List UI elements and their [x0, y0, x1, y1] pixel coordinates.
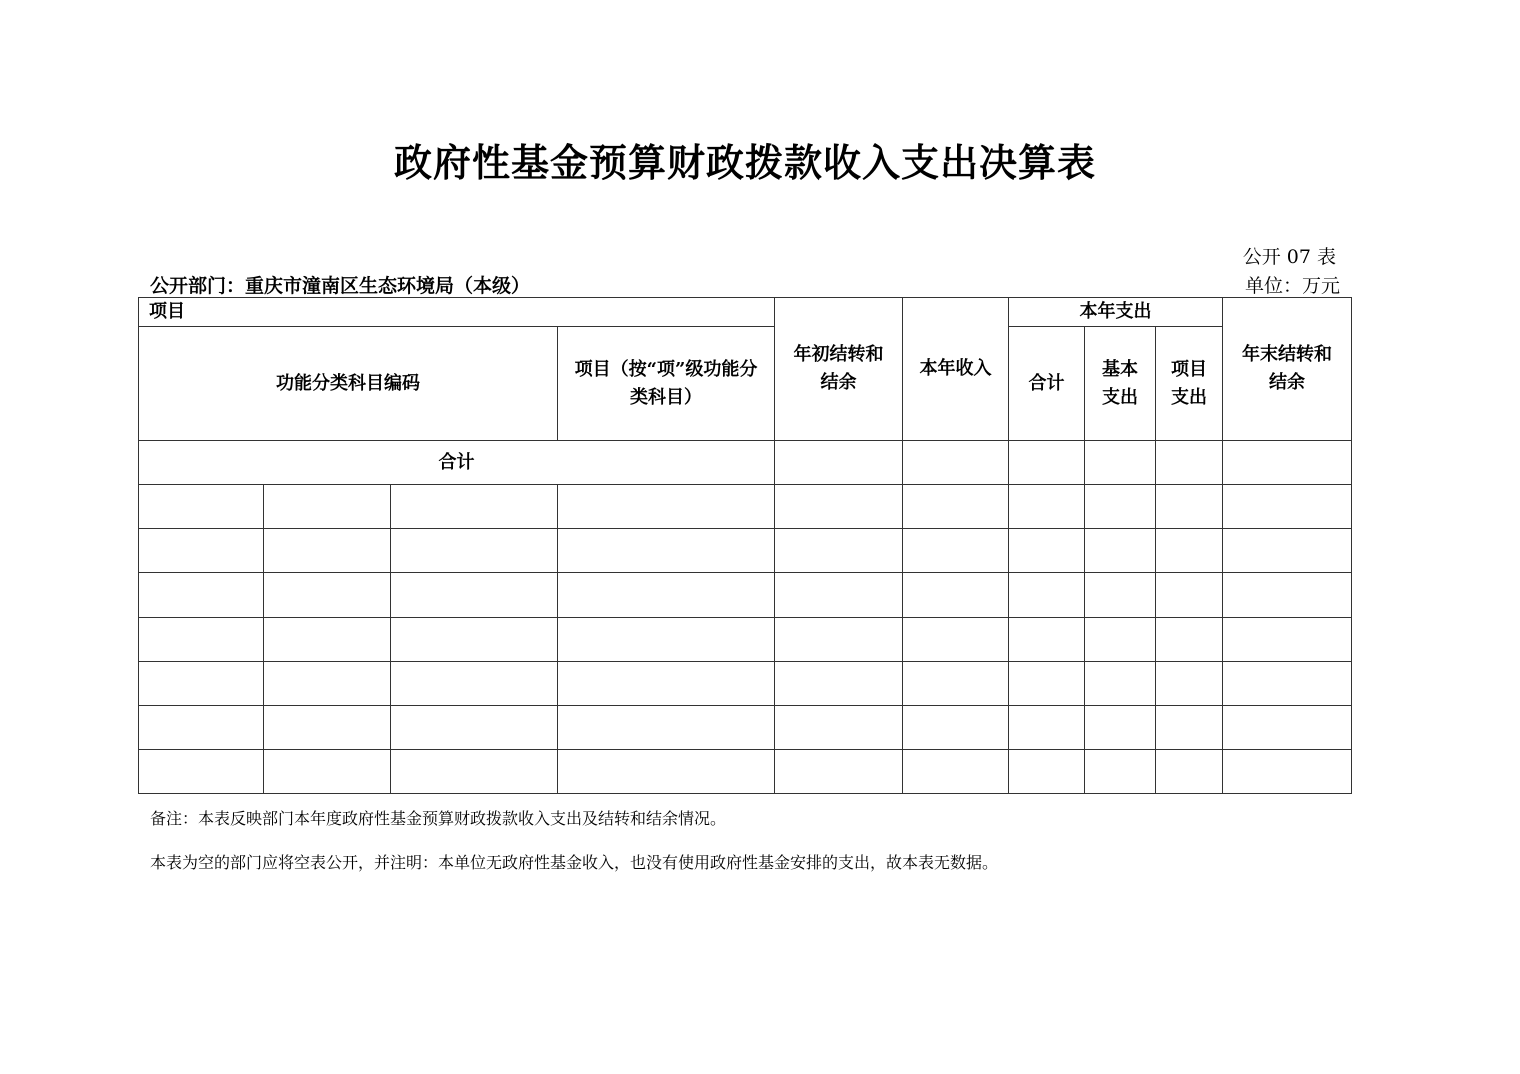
table-cell — [1156, 485, 1223, 529]
table-cell — [1223, 485, 1352, 529]
table-cell — [264, 618, 391, 662]
table-cell — [903, 750, 1009, 794]
table-cell — [1085, 750, 1156, 794]
table-number: 公开 07 表 — [1242, 246, 1336, 268]
table-cell — [1085, 618, 1156, 662]
table-cell — [558, 529, 775, 573]
header-basic — [1085, 327, 1156, 441]
header-income: 本年收入 — [903, 298, 1009, 441]
table-cell — [903, 618, 1009, 662]
table-cell — [1156, 441, 1223, 485]
note-remark: 备注：本表反映部门本年度政府性基金预算财政拨款收入支出及结转和结余情况。 — [150, 809, 727, 828]
table-cell — [903, 529, 1009, 573]
header-project-exp — [1156, 327, 1223, 441]
table-row — [139, 662, 1352, 706]
table-cell — [1085, 441, 1156, 485]
table-cell — [1009, 441, 1085, 485]
table-cell — [1223, 662, 1352, 706]
table-cell — [1085, 485, 1156, 529]
table-cell — [775, 529, 903, 573]
table-cell — [558, 485, 775, 529]
total-label: 合计 — [139, 441, 775, 485]
table-cell — [391, 529, 558, 573]
table-cell — [558, 618, 775, 662]
table-cell — [558, 662, 775, 706]
table-cell — [775, 441, 903, 485]
table-cell — [558, 706, 775, 750]
table-cell — [775, 485, 903, 529]
table-cell — [1009, 485, 1085, 529]
note-empty-table: 本表为空的部门应将空表公开，并注明：本单位无政府性基金收入，也没有使用政府性基金安排的支出，故本表无数据。 — [150, 853, 999, 872]
table-cell — [1085, 529, 1156, 573]
table-cell — [264, 529, 391, 573]
table-cell — [903, 573, 1009, 618]
table-cell — [264, 485, 391, 529]
table-cell — [903, 441, 1009, 485]
table-cell — [1085, 662, 1156, 706]
header-begin-balance-text: 年初结转和结余 — [793, 344, 884, 393]
page-title: 政府性基金预算财政拨款收入支出决算表 — [393, 140, 1096, 185]
budget-table — [138, 297, 1352, 794]
table-cell — [391, 750, 558, 794]
table-cell — [1223, 573, 1352, 618]
table-cell — [1009, 618, 1085, 662]
header-expense: 本年支出 — [1009, 298, 1223, 327]
table-cell — [1009, 529, 1085, 573]
table-cell — [264, 573, 391, 618]
table-cell — [558, 573, 775, 618]
table-cell — [139, 662, 264, 706]
table-row — [139, 706, 1352, 750]
table-cell — [1156, 529, 1223, 573]
table-cell — [391, 618, 558, 662]
table-cell — [391, 485, 558, 529]
header-project-exp-text: 项目支出 — [1171, 358, 1207, 408]
table-cell — [1156, 662, 1223, 706]
table-cell — [139, 573, 264, 618]
unit-label: 单位：万元 — [1244, 275, 1340, 297]
header-func-code: 功能分类科目编码 — [139, 327, 558, 441]
table-cell — [775, 618, 903, 662]
table-cell — [1085, 573, 1156, 618]
table-cell — [139, 485, 264, 529]
header-basic-text: 基本支出 — [1102, 358, 1138, 408]
table-cell — [1223, 441, 1352, 485]
header-total: 合计 — [1009, 327, 1085, 441]
table-cell — [391, 662, 558, 706]
table-cell — [775, 750, 903, 794]
header-project: 项目 — [139, 298, 775, 327]
table-row — [139, 529, 1352, 573]
table-cell — [391, 573, 558, 618]
table-cell — [1009, 706, 1085, 750]
table-cell — [264, 706, 391, 750]
table-cell — [139, 706, 264, 750]
table-cell — [1156, 750, 1223, 794]
table-cell — [1085, 706, 1156, 750]
table-cell — [1223, 706, 1352, 750]
total-row — [139, 441, 1352, 485]
table-cell — [391, 706, 558, 750]
table-cell — [775, 662, 903, 706]
table-cell — [264, 750, 391, 794]
table-row — [139, 750, 1352, 794]
table-row — [139, 485, 1352, 529]
table-cell — [903, 662, 1009, 706]
table-cell — [1009, 662, 1085, 706]
header-project-name-text: 项目（按“项”级功能分类科目） — [574, 358, 758, 408]
table-cell — [1156, 618, 1223, 662]
table-cell — [139, 618, 264, 662]
department-label: 公开部门：重庆市潼南区生态环境局（本级） — [150, 275, 531, 297]
table-cell — [1156, 573, 1223, 618]
table-cell — [1223, 529, 1352, 573]
table-cell — [1009, 750, 1085, 794]
table-cell — [558, 750, 775, 794]
table-cell — [1009, 573, 1085, 618]
header-begin-balance — [775, 298, 903, 441]
table-row — [139, 618, 1352, 662]
table-cell — [775, 706, 903, 750]
table-row — [139, 573, 1352, 618]
header-end-balance — [1223, 298, 1352, 441]
table-cell — [1156, 706, 1223, 750]
table-cell — [903, 485, 1009, 529]
header-project-name — [558, 327, 775, 441]
table-cell — [775, 573, 903, 618]
table-cell — [1223, 750, 1352, 794]
table-cell — [264, 662, 391, 706]
table-cell — [139, 750, 264, 794]
table-cell — [1223, 618, 1352, 662]
table-cell — [903, 706, 1009, 750]
header-end-balance-text: 年末结转和结余 — [1242, 344, 1333, 393]
table-cell — [139, 529, 264, 573]
